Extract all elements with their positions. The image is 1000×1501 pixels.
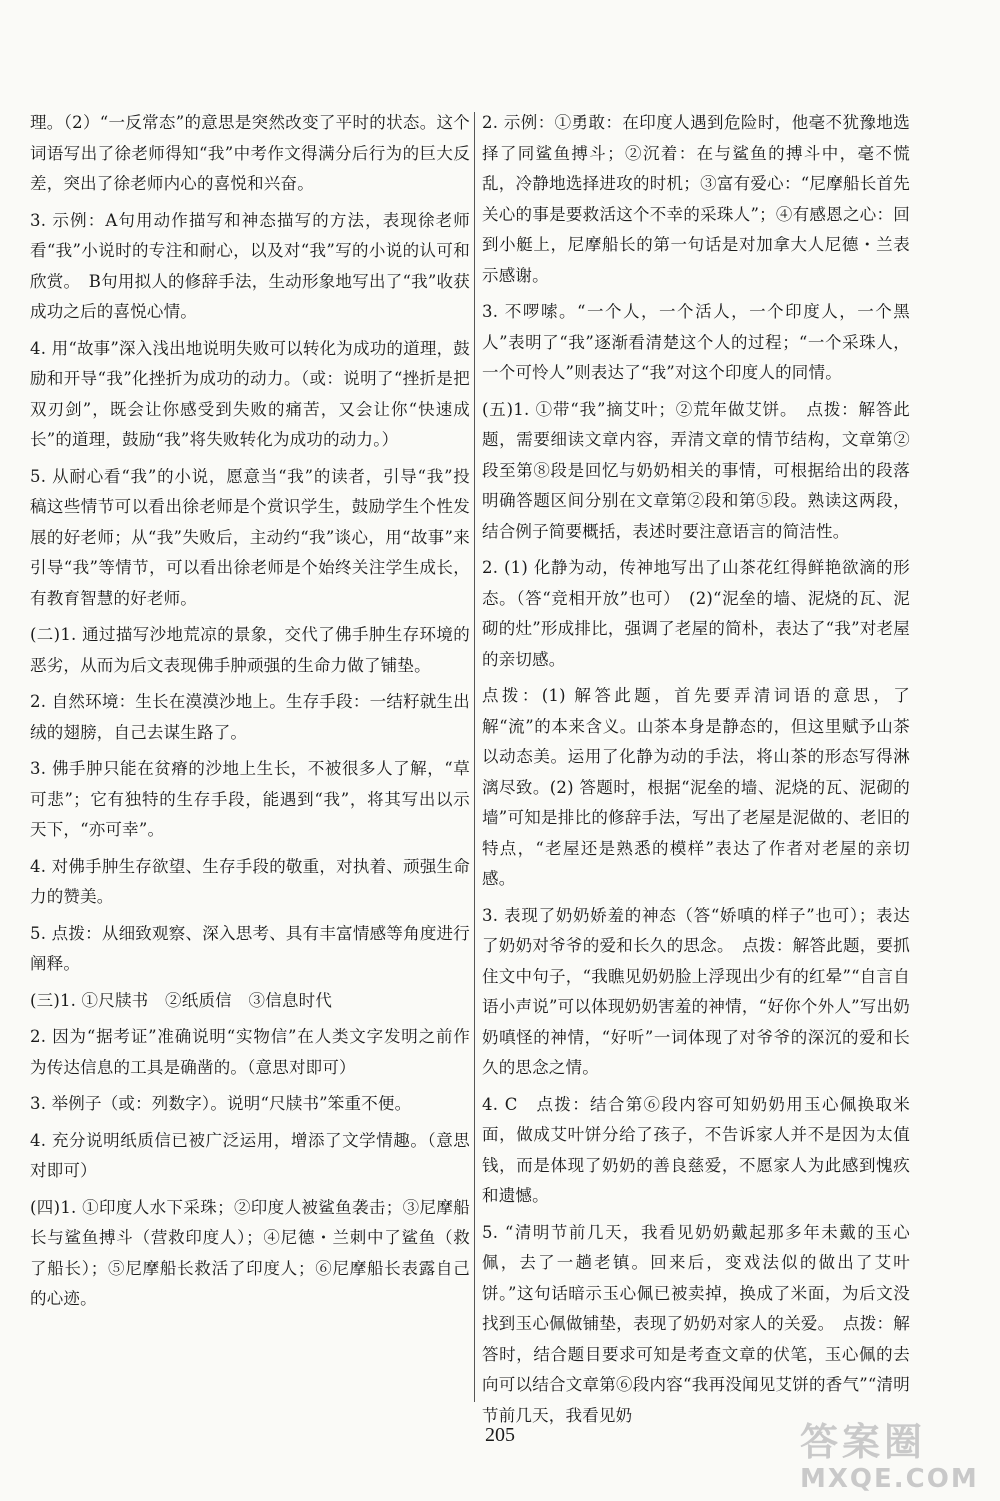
left-column <box>30 108 470 1321</box>
watermark-logo <box>800 1420 990 1500</box>
answer-paragraph: 3. 表现了奶奶娇羞的神态（答“娇嗔的样子”也可）；表达了奶奶对爷爷的爱和长久的思念。 点拨：解答此题，要抓住文中句子，“我瞧见奶奶脸上浮现出少有的红晕”“自言自语小声说”可以体现奶奶害羞的神情，“好你个外人”写出奶奶嗔怪的神情，“好听”一词体现了对爷爷的深沉的爱和长久的思念之情。 <box>482 905 910 1077</box>
answer-paragraph: 理。（2）“一反常态”的意思是突然改变了平时的状态。这个词语写出了徐老师得知“我”中考作文得满分后行为的巨大反差，突出了徐老师内心的喜悦和兴奋。 <box>30 113 470 193</box>
answer-paragraph: (四)1. ①印度人水下采珠；②印度人被鲨鱼袭击；③尼摩船长与鲨鱼搏斗（营救印度人）；④尼德・兰刺中了鲨鱼（救了船长）；⑤尼摩船长救活了印度人；⑥尼摩船长表露自己的心迹。 <box>30 1197 470 1308</box>
watermark-url: MXQE.COM <box>800 1464 979 1494</box>
answer-paragraph: (二)1. 通过描写沙地荒凉的景象，交代了佛手肿生存环境的恶劣，从而为后文表现佛手肿顽强的生命力做了铺垫。 <box>30 625 470 675</box>
answer-paragraph: 4. 用“故事”深入浅出地说明失败可以转化为成功的道理，鼓励和开导“我”化挫折为成功的动力。（或：说明了“挫折是把双刃剑”，既会让你感受到失败的痛苦，又会让你“快速成长”的道理，鼓励“我”将失败转化为成功的动力。） <box>30 338 470 449</box>
answer-paragraph: (三)1. ①尺牍书 ②纸质信 ③信息时代 <box>30 990 333 1010</box>
answer-paragraph: 4. 充分说明纸质信已被广泛运用，增添了文学情趣。（意思对即可） <box>30 1130 470 1180</box>
watermark-chars: 答案圈 <box>800 1420 927 1464</box>
answer-paragraph: 4. C 点拨：结合第⑥段内容可知奶奶用玉心佩换取米面，做成艾叶饼分给了孩子，不告诉家人并不是因为太值钱，而是体现了奶奶的善良慈爱，不愿家人为此感到愧疚和遗憾。 <box>482 1094 910 1205</box>
answer-paragraph: 5. 点拨：从细致观察、深入思考、具有丰富情感等角度进行阐释。 <box>30 923 470 973</box>
answer-paragraph: 2. 示例：①勇敢：在印度人遇到危险时，他毫不犹豫地选择了同鲨鱼搏斗；②沉着：在与鲨鱼的搏斗中，毫不慌乱，冷静地选择进攻的时机；③富有爱心：“尼摩船长首先关心的事是要救活这个不幸的采珠人”；④有感恩之心：回到小艇上，尼摩船长的第一句话是对加拿大人尼德・兰表示感谢。 <box>482 113 910 285</box>
answer-paragraph: 2. 自然环境：生长在漠漠沙地上。生存手段：一结籽就生出绒的翅膀，自己去谋生路了。 <box>30 692 470 742</box>
answer-paragraph: 5. 从耐心看“我”的小说，愿意当“我”的读者，引导“我”投稿这些情节可以看出徐老师是个赏识学生，鼓励学生个性发展的好老师；从“我”失败后，主动约“我”谈心，用“故事”来引导“我”等情节，可以看出徐老师是个始终关注学生成长，有教育智慧的好老师。 <box>30 466 470 608</box>
answer-paragraph: 3. 示例：A句用动作描写和神态描写的方法，表现徐老师看“我”小说时的专注和耐心，以及对“我”写的小说的认可和欣赏。 B句用拟人的修辞手法，生动形象地写出了“我”收获成功之后的喜悦心情。 <box>30 210 470 321</box>
answer-paragraph: 4. 对佛手肿生存欲望、生存手段的敬重，对执着、顽强生命力的赞美。 <box>30 856 470 906</box>
answer-paragraph: 2. (1) 化静为动，传神地写出了山茶花红得鲜艳欲滴的形态。（答“竞相开放”也可） (2)“泥垒的墙、泥烧的瓦、泥砌的灶”形成排比，强调了老屋的简朴，表达了“我”对老屋的亲切感。 <box>482 558 910 669</box>
page-number: 205 <box>485 1424 515 1446</box>
answer-paragraph: 3. 佛手肿只能在贫瘠的沙地上生长，不被很多人了解，“草可悲”；它有独特的生存手段，能遇到“我”，将其写出以示天下，“亦可幸”。 <box>30 759 470 839</box>
answer-paragraph: 2. 因为“据考证”准确说明“实物信”在人类文字发明之前作为传达信息的工具是确凿的。（意思对即可） <box>30 1027 470 1077</box>
answer-paragraph: 点拨：(1) 解答此题，首先要弄清词语的意思，了解“流”的本来含义。山茶本身是静态的，但这里赋予山茶以动态美。运用了化静为动的手法，将山茶的形态写得淋漓尽致。(2) 答题时，根据“泥垒的墙、泥烧的瓦、泥砌的墙”可知是排比的修辞手法，写出了老屋是泥做的、老旧的特点，“老屋还是熟悉的模样”表达了作者对老屋的亲切感。 <box>482 686 910 888</box>
answer-paragraph: 3. 举例子（或：列数字）。说明“尺牍书”笨重不便。 <box>30 1094 412 1113</box>
right-column <box>482 108 910 1437</box>
column-divider <box>474 112 475 1402</box>
answer-paragraph: (五)1. ①带“我”摘艾叶；②荒年做艾饼。 点拨：解答此题，需要细读文章内容，弄清文章的情节结构，文章第②段至第⑧段是回忆与奶奶相关的事情，可根据给出的段落明确答题区间分别在文章第②段和第⑤段。熟读这两段，结合例子简要概括，表述时要注意语言的简洁性。 <box>482 399 910 541</box>
answer-paragraph: 3. 不啰嗦。“一个人，一个活人，一个印度人，一个黑人”表明了“我”逐渐看清楚这个人的过程；“一个采珠人，一个可怜人”则表达了“我”对这个印度人的同情。 <box>482 302 910 382</box>
answer-paragraph: 5. “清明节前几天，我看见奶奶戴起那多年未戴的玉心佩，去了一趟老镇。回来后，变戏法似的做出了艾叶饼。”这句话暗示玉心佩已被卖掉，换成了米面，为后文没找到玉心佩做铺垫，表现了奶奶对家人的关爱。 点拨：解答时，结合题目要求可知是考查文章的伏笔，玉心佩的去向可以结合文章第⑥段内容“我再没闻见艾饼的香气”“清明节前几天，我看见奶 <box>482 1222 910 1425</box>
